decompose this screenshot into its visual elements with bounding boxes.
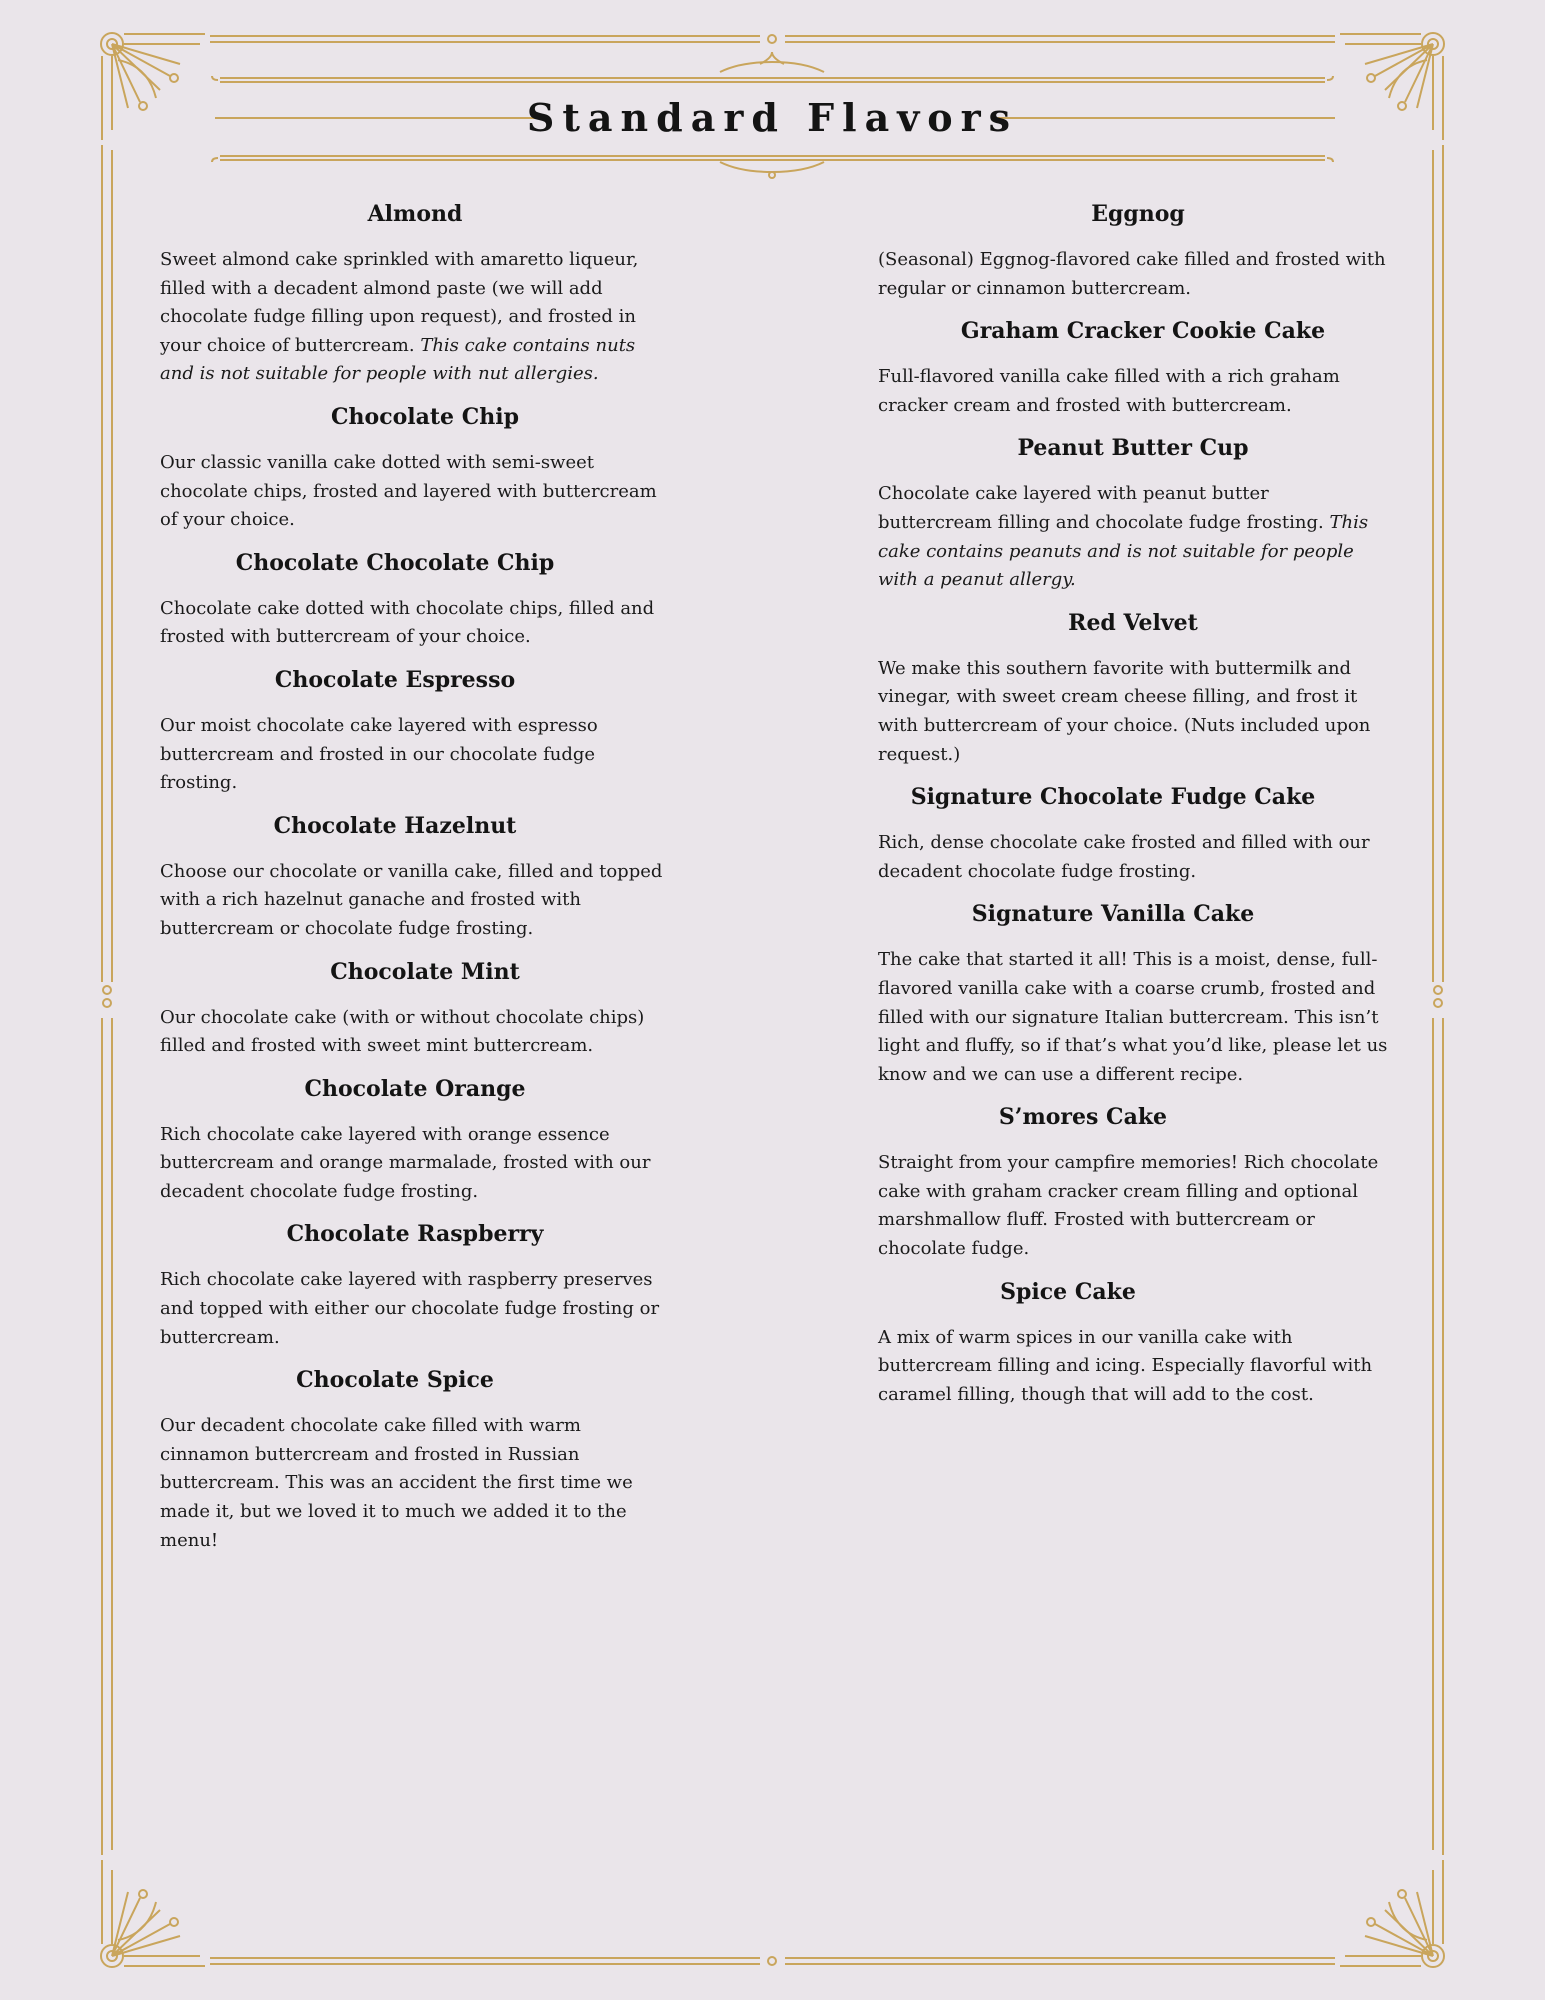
left-mid-ornament (103, 999, 111, 1007)
flavor-description: Full-flavored vanilla cake filled with a rich graham cracker cream and frosted with buttercream. (878, 366, 1340, 416)
page-title: Standard Flavors (526, 95, 1019, 140)
flavor-almond (160, 196, 670, 389)
flavor-signature-vanilla-cake (878, 896, 1388, 1089)
corner-ornament-bottom-right (1340, 1860, 1444, 1967)
flavor-description: (Seasonal) Eggnog-flavored cake filled and frosted with regular or cinnamon buttercream. (878, 249, 1386, 299)
corner-ornament-bottom-left (101, 1860, 205, 1967)
bottom-center-dot (768, 1957, 776, 1965)
flavor-chocolate-chocolate-chip (160, 545, 670, 652)
flavor-title: Chocolate Mint (330, 958, 520, 985)
flavor-chocolate-espresso (160, 662, 670, 798)
flavor-description: We make this southern favorite with buttermilk and vinegar, with sweet cream cheese filling, and frost it with buttercream of your choice. (Nuts included upon request.) (878, 657, 1371, 765)
flavor-signature-chocolate-fudge-cake (878, 779, 1388, 886)
flavor-description: Chocolate cake dotted with chocolate chips, filled and frosted with buttercream of your choice. (160, 597, 655, 648)
flavor-chocolate-chip (160, 399, 670, 535)
flavor-title: Eggnog (1091, 201, 1185, 227)
flavor-title: S’mores Cake (998, 1104, 1168, 1131)
left-flavor-column (160, 196, 670, 1565)
title-bottom-rule (220, 156, 1325, 160)
title-bottom-flourish (720, 162, 824, 172)
flavor-description (160, 246, 670, 389)
flavor-description-text: Chocolate cake layered with peanut butter buttercream filling and chocolate fudge frosting. (878, 483, 1324, 533)
flavor-title: Graham Cracker Cookie Cake (960, 318, 1326, 345)
flavor-chocolate-raspberry (160, 1216, 670, 1352)
flavor-title: Signature Vanilla Cake (971, 901, 1255, 928)
flavor-spice-cake (878, 1274, 1388, 1410)
flavor-chocolate-mint (160, 954, 670, 1061)
left-mid-ornament (103, 986, 111, 994)
flavor-description: Choose our chocolate or vanilla cake, filled and topped with a rich hazelnut ganache and frosted with buttercream or chocolate fudge frosting. (160, 860, 663, 939)
flavor-title: Chocolate Chocolate Chip (235, 549, 555, 576)
flavor-title: Chocolate Spice (296, 1367, 494, 1394)
flavor-title: Chocolate Chip (331, 403, 519, 430)
flavor-chocolate-hazelnut (160, 808, 670, 944)
title-top-flourish (720, 62, 824, 72)
flavor-description: The cake that started it all! This is a moist, dense, full-flavored vanilla cake with a coarse crumb, frosted and filled with our signature Italian buttercream. This isn’t light and fluffy, so if that’s what you’d like, please let us know and we can use a different recipe. (878, 949, 1388, 1085)
flavor-chocolate-spice (160, 1362, 670, 1555)
top-center-dot (768, 35, 776, 43)
flavor-description: Our moist chocolate cake layered with espresso buttercream and frosted in our chocolate fudge frosting. (160, 714, 598, 794)
flavor-description (878, 480, 1388, 594)
flavor-description: Our chocolate cake (with or without chocolate chips) filled and frosted with sweet mint buttercream. (160, 1006, 645, 1057)
flavor-title: Chocolate Raspberry (286, 1221, 544, 1248)
flavor-eggnog (878, 196, 1388, 303)
right-mid-ornament (1434, 999, 1442, 1007)
flavor-title: Spice Cake (1000, 1278, 1136, 1305)
flavor-chocolate-orange (160, 1071, 670, 1207)
flavor-description: Rich chocolate cake layered with orange essence buttercream and orange marmalade, frosted with our decadent chocolate fudge frosting. (160, 1123, 651, 1202)
flavor-description: Our classic vanilla cake dotted with semi-sweet chocolate chips, frosted and layered with buttercream of your choice. (160, 451, 657, 531)
flavor-description: A mix of warm spices in our vanilla cake with buttercream filling and icing. Especially flavorful with caramel filling, though that will add to the cost. (878, 1326, 1373, 1405)
flavor-title: Peanut Butter Cup (1017, 435, 1249, 462)
flavor-title: Red Velvet (1068, 609, 1198, 636)
flavor-description: Rich, dense chocolate cake frosted and filled with our decadent chocolate fudge frosting. (878, 832, 1370, 882)
title-top-rule (220, 78, 1325, 82)
flavor-title: Chocolate Hazelnut (273, 812, 517, 839)
flavor-description: Straight from your campfire memories! Rich chocolate cake with graham cracker cream filling and optional marshmallow fluff. Frosted with buttercream or chocolate fudge. (878, 1152, 1379, 1260)
flavor-title: Chocolate Orange (304, 1075, 526, 1102)
flavor-graham-cracker-cookie-cake (878, 313, 1388, 420)
allergy-note: This cake contains peanuts and is not suitable for people with a peanut allergy. (878, 511, 1369, 591)
right-mid-ornament (1434, 986, 1442, 994)
flavor-title: Signature Chocolate Fudge Cake (910, 784, 1316, 811)
allergy-note: This cake contains nuts and is not suitable for people with nut allergies. (160, 334, 636, 385)
flavor-peanut-butter-cup (878, 430, 1388, 594)
flavor-description: Our decadent chocolate cake filled with warm cinnamon buttercream and frosted in Russian buttercream. This was an accident the first time we made it, but we loved it to much we added it to the menu! (160, 1415, 633, 1551)
flavor-title: Chocolate Espresso (274, 666, 516, 693)
flavor-red-velvet (878, 605, 1388, 769)
right-flavor-column (878, 196, 1388, 1419)
flavor-title: Almond (367, 201, 463, 227)
flavor-description: Rich chocolate cake layered with raspberry preserves and topped with either our chocolate fudge frosting or buttercream. (160, 1269, 660, 1348)
flavor-smores-cake (878, 1099, 1388, 1263)
flavor-description-text: Sweet almond cake sprinkled with amaretto liqueur, filled with a decadent almond paste (we will add chocolate fudge filling upon request), and frosted in your choice of buttercream. (160, 249, 639, 356)
